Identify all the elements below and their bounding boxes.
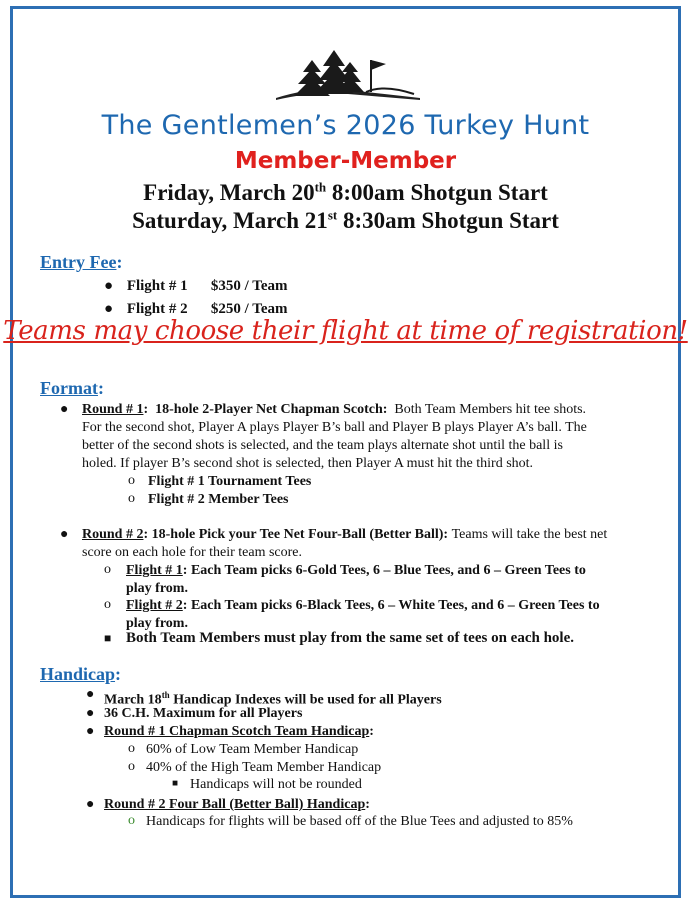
round-1-handicap-low: 60% of Low Team Member Handicap	[146, 742, 359, 757]
round-1-flight-2-tees: Flight # 2 Member Tees	[148, 492, 289, 507]
format-heading: Format:	[40, 378, 104, 398]
entry-fee-heading: Entry Fee:	[40, 252, 123, 272]
bullet-square: ■	[104, 631, 112, 645]
bullet-square: ■	[172, 778, 179, 789]
round-1-handicap-heading: Round # 1 Chapman Scotch Team Handicap:	[104, 724, 374, 739]
round-2-flight-1: Flight # 1: Each Team picks 6-Gold Tees, 6 – Blue Tees, and 6 – Green Tees to play from.	[126, 563, 586, 596]
flight-choice-note: Teams may choose their flight at time of registration!	[3, 316, 688, 346]
round-2-flight-2: Flight # 2: Each Team picks 6-Black Tees, 6 – White Tees, and 6 – Green Tees to play from.	[126, 598, 600, 631]
bullet-disc: ●	[60, 527, 69, 542]
handicap-heading: Handicap:	[40, 664, 122, 684]
pine-trees-flag-logo	[274, 36, 422, 106]
bullet-disc: ●	[86, 687, 95, 702]
bullet-circle: o	[128, 491, 135, 506]
bullet-circle: o	[104, 597, 111, 612]
bullet-circle: o	[128, 473, 135, 488]
handicap-maximum: 36 C.H. Maximum for all Players	[104, 706, 303, 721]
round-2-handicap-heading: Round # 2 Four Ball (Better Ball) Handicap:	[104, 797, 370, 812]
bullet-circle: o	[128, 759, 135, 774]
bullet-circle: o	[104, 562, 111, 577]
bullet-circle: o	[128, 813, 135, 828]
bullet-disc: ●	[60, 402, 69, 417]
round-2-description: Round # 2: 18-hole Pick your Tee Net Four-Ball (Better Ball): Teams will take the best net score on each hole for their team score.	[82, 527, 608, 560]
bullet-disc: ●	[86, 797, 95, 812]
bullet-disc: ●	[104, 278, 114, 294]
bullet-disc: ●	[86, 724, 95, 739]
round-2-handicap-basis: Handicaps for flights will be based off of the Blue Tees and adjusted to 85%	[146, 814, 573, 829]
friday-start: Friday, March 20th 8:00am Shotgun Start	[143, 179, 548, 205]
round-1-description: Round # 1: 18-hole 2-Player Net Chapman Scotch: Both Team Members hit tee shots. For the second shot, Player A plays Player B’s ball and Player B plays Player A’s ball. The better of the second shots is selected, and the team plays alternate shot until the ball is holed. If player B’s second shot is selected, then Player A must hit the third shot.	[82, 402, 587, 471]
same-tees-rule: Both Team Members must play from the same set of tees on each hole.	[126, 630, 575, 646]
round-1-handicap-high: 40% of the High Team Member Handicap	[146, 760, 382, 775]
round-1-flight-1-tees: Flight # 1 Tournament Tees	[148, 474, 312, 489]
fee-item-flight-2: ● Flight # 2 $250 / Team	[104, 301, 288, 317]
bullet-disc: ●	[86, 706, 95, 721]
bullet-circle: o	[128, 741, 135, 756]
handicap-rounding-note: Handicaps will not be rounded	[190, 777, 362, 792]
saturday-start: Saturday, March 21st 8:30am Shotgun Start	[132, 207, 559, 233]
event-subtitle: Member-Member	[234, 148, 457, 174]
handicap-index-date: March 18th Handicap Indexes will be used for all Players	[104, 690, 442, 708]
bullet-disc: ●	[104, 301, 114, 317]
fee-item-flight-1: ● Flight # 1 $350 / Team	[104, 278, 288, 294]
event-title: The Gentlemen’s 2026 Turkey Hunt	[101, 110, 590, 141]
